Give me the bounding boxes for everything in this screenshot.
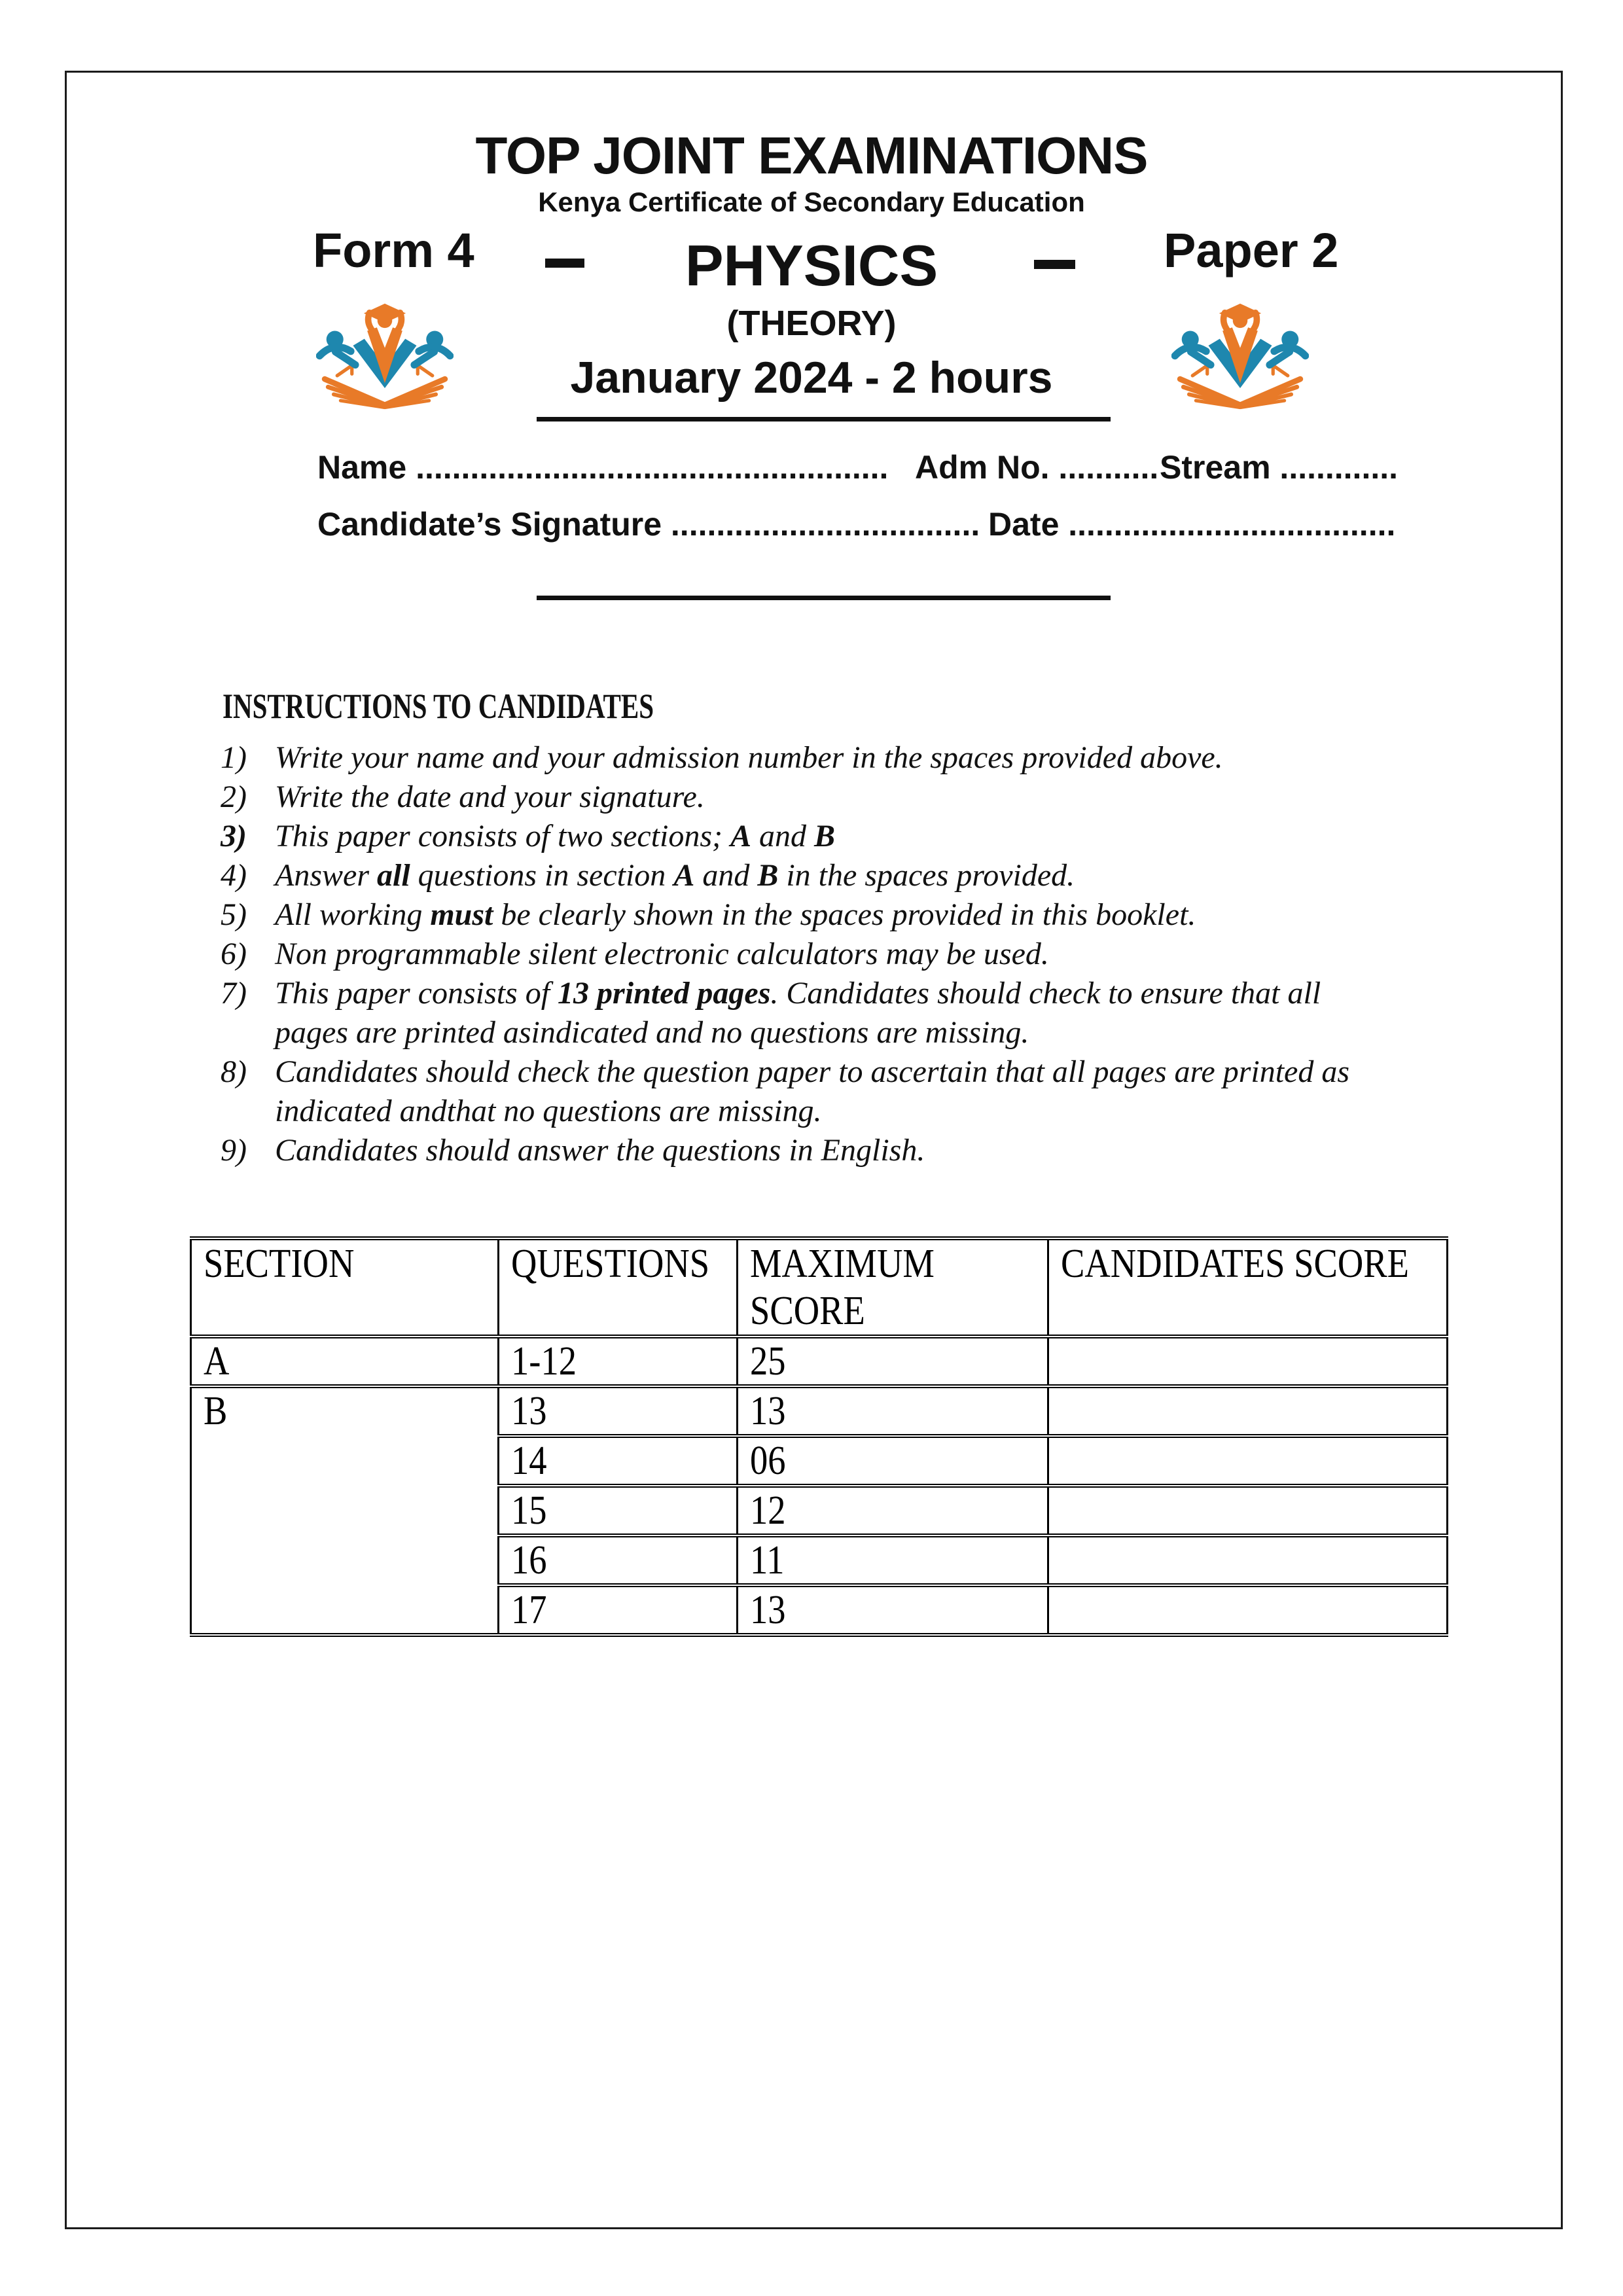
instruction-item-2 — [221, 778, 1492, 817]
header-candidates-score: CANDIDATES SCORE — [1048, 1238, 1448, 1336]
table-row — [191, 1386, 1448, 1436]
instruction-text: Candidates should check the question paper to ascertain that all pages are printed as indicated andthat no questions are missing. — [275, 1054, 1350, 1128]
instruction-item-1 — [221, 738, 1492, 778]
instruction-text: Answer all questions in section A and B in the spaces provided. — [275, 858, 1075, 893]
questions-cell: 1-12 — [499, 1336, 738, 1386]
questions-cell: 14 — [499, 1436, 738, 1486]
questions-cell: 15 — [499, 1486, 738, 1535]
section-cell: A — [191, 1336, 499, 1386]
dash-separator-icon — [1034, 260, 1075, 269]
candidates-score-cell — [1048, 1535, 1448, 1585]
graduate-figure — [364, 304, 406, 383]
table-header-row — [191, 1238, 1448, 1336]
instruction-number: 9) — [221, 1133, 247, 1168]
stream-field: Stream ............. — [1160, 449, 1399, 486]
instruction-text: Non programmable silent electronic calculators may be used. — [275, 937, 1049, 971]
questions-cell: 13 — [499, 1386, 738, 1436]
instruction-item-7 — [221, 974, 1492, 1052]
instruction-number: 6) — [221, 937, 247, 971]
theory-label: (THEORY) — [726, 304, 897, 343]
section-divider-line — [537, 596, 1111, 600]
instruction-text: This paper consists of 13 printed pages. Candidates should check to ensure that all pages are printed asindicated and no questions are missing. — [275, 976, 1321, 1050]
instruction-number: 1) — [221, 740, 247, 775]
instruction-text: This paper consists of two sections; A and B — [275, 819, 836, 853]
candidates-score-cell — [1048, 1585, 1448, 1635]
header-section: SECTION — [191, 1238, 499, 1336]
section-cell: B — [191, 1386, 499, 1635]
questions-cell: 16 — [499, 1535, 738, 1585]
subject-title: PHYSICS — [685, 233, 938, 298]
instruction-number: 5) — [221, 897, 247, 932]
instruction-number: 3) — [221, 819, 247, 853]
signature-field: Candidate’s Signature .................................. — [317, 506, 980, 543]
candidates-score-cell — [1048, 1436, 1448, 1486]
instruction-text: Candidates should answer the questions in English. — [275, 1133, 925, 1168]
date-duration: January 2024 - 2 hours — [570, 353, 1053, 403]
date-field: Date .................................... — [988, 506, 1396, 543]
instruction-item-9 — [221, 1131, 1492, 1170]
instruction-number: 8) — [221, 1054, 247, 1089]
page-title: TOP JOINT EXAMINATIONS — [475, 126, 1148, 185]
adm-no-field: Adm No. ........... — [915, 449, 1159, 486]
instruction-number: 2) — [221, 780, 247, 814]
header-questions: QUESTIONS — [499, 1238, 738, 1336]
max-score-cell: 06 — [738, 1436, 1048, 1486]
instructions-heading: INSTRUCTIONS TO CANDIDATES — [223, 687, 654, 726]
candidates-score-cell — [1048, 1386, 1448, 1436]
max-score-cell: 13 — [738, 1386, 1048, 1436]
score-summary-table — [190, 1236, 1448, 1637]
instruction-text: Write your name and your admission number in the spaces provided above. — [275, 740, 1223, 775]
form-label: Form 4 — [313, 223, 474, 278]
instructions-list — [221, 738, 1492, 1170]
paper-label: Paper 2 — [1164, 223, 1339, 278]
school-logo — [1171, 295, 1309, 414]
instruction-text: All working must be clearly shown in the spaces provided in this booklet. — [275, 897, 1196, 932]
candidates-score-cell — [1048, 1486, 1448, 1535]
max-score-cell: 11 — [738, 1535, 1048, 1585]
instruction-item-8 — [221, 1052, 1492, 1131]
max-score-cell: 25 — [738, 1336, 1048, 1386]
instruction-text: Write the date and your signature. — [275, 780, 705, 814]
school-logo — [316, 295, 454, 414]
questions-cell: 17 — [499, 1585, 738, 1635]
instruction-item-5 — [221, 895, 1492, 935]
max-score-cell: 13 — [738, 1585, 1048, 1635]
instruction-item-3 — [221, 817, 1492, 856]
instruction-number: 7) — [221, 976, 247, 1011]
graduate-figure — [1219, 304, 1261, 383]
header-underline — [537, 417, 1111, 422]
instruction-item-6 — [221, 935, 1492, 974]
name-field: Name .................................................... — [317, 449, 889, 486]
table-row — [191, 1336, 1448, 1386]
instruction-number: 4) — [221, 858, 247, 893]
instruction-item-4 — [221, 856, 1492, 895]
max-score-cell: 12 — [738, 1486, 1048, 1535]
header-maximum-score: MAXIMUM SCORE — [738, 1238, 1048, 1336]
page-subtitle: Kenya Certificate of Secondary Education — [538, 187, 1085, 217]
candidates-score-cell — [1048, 1336, 1448, 1386]
